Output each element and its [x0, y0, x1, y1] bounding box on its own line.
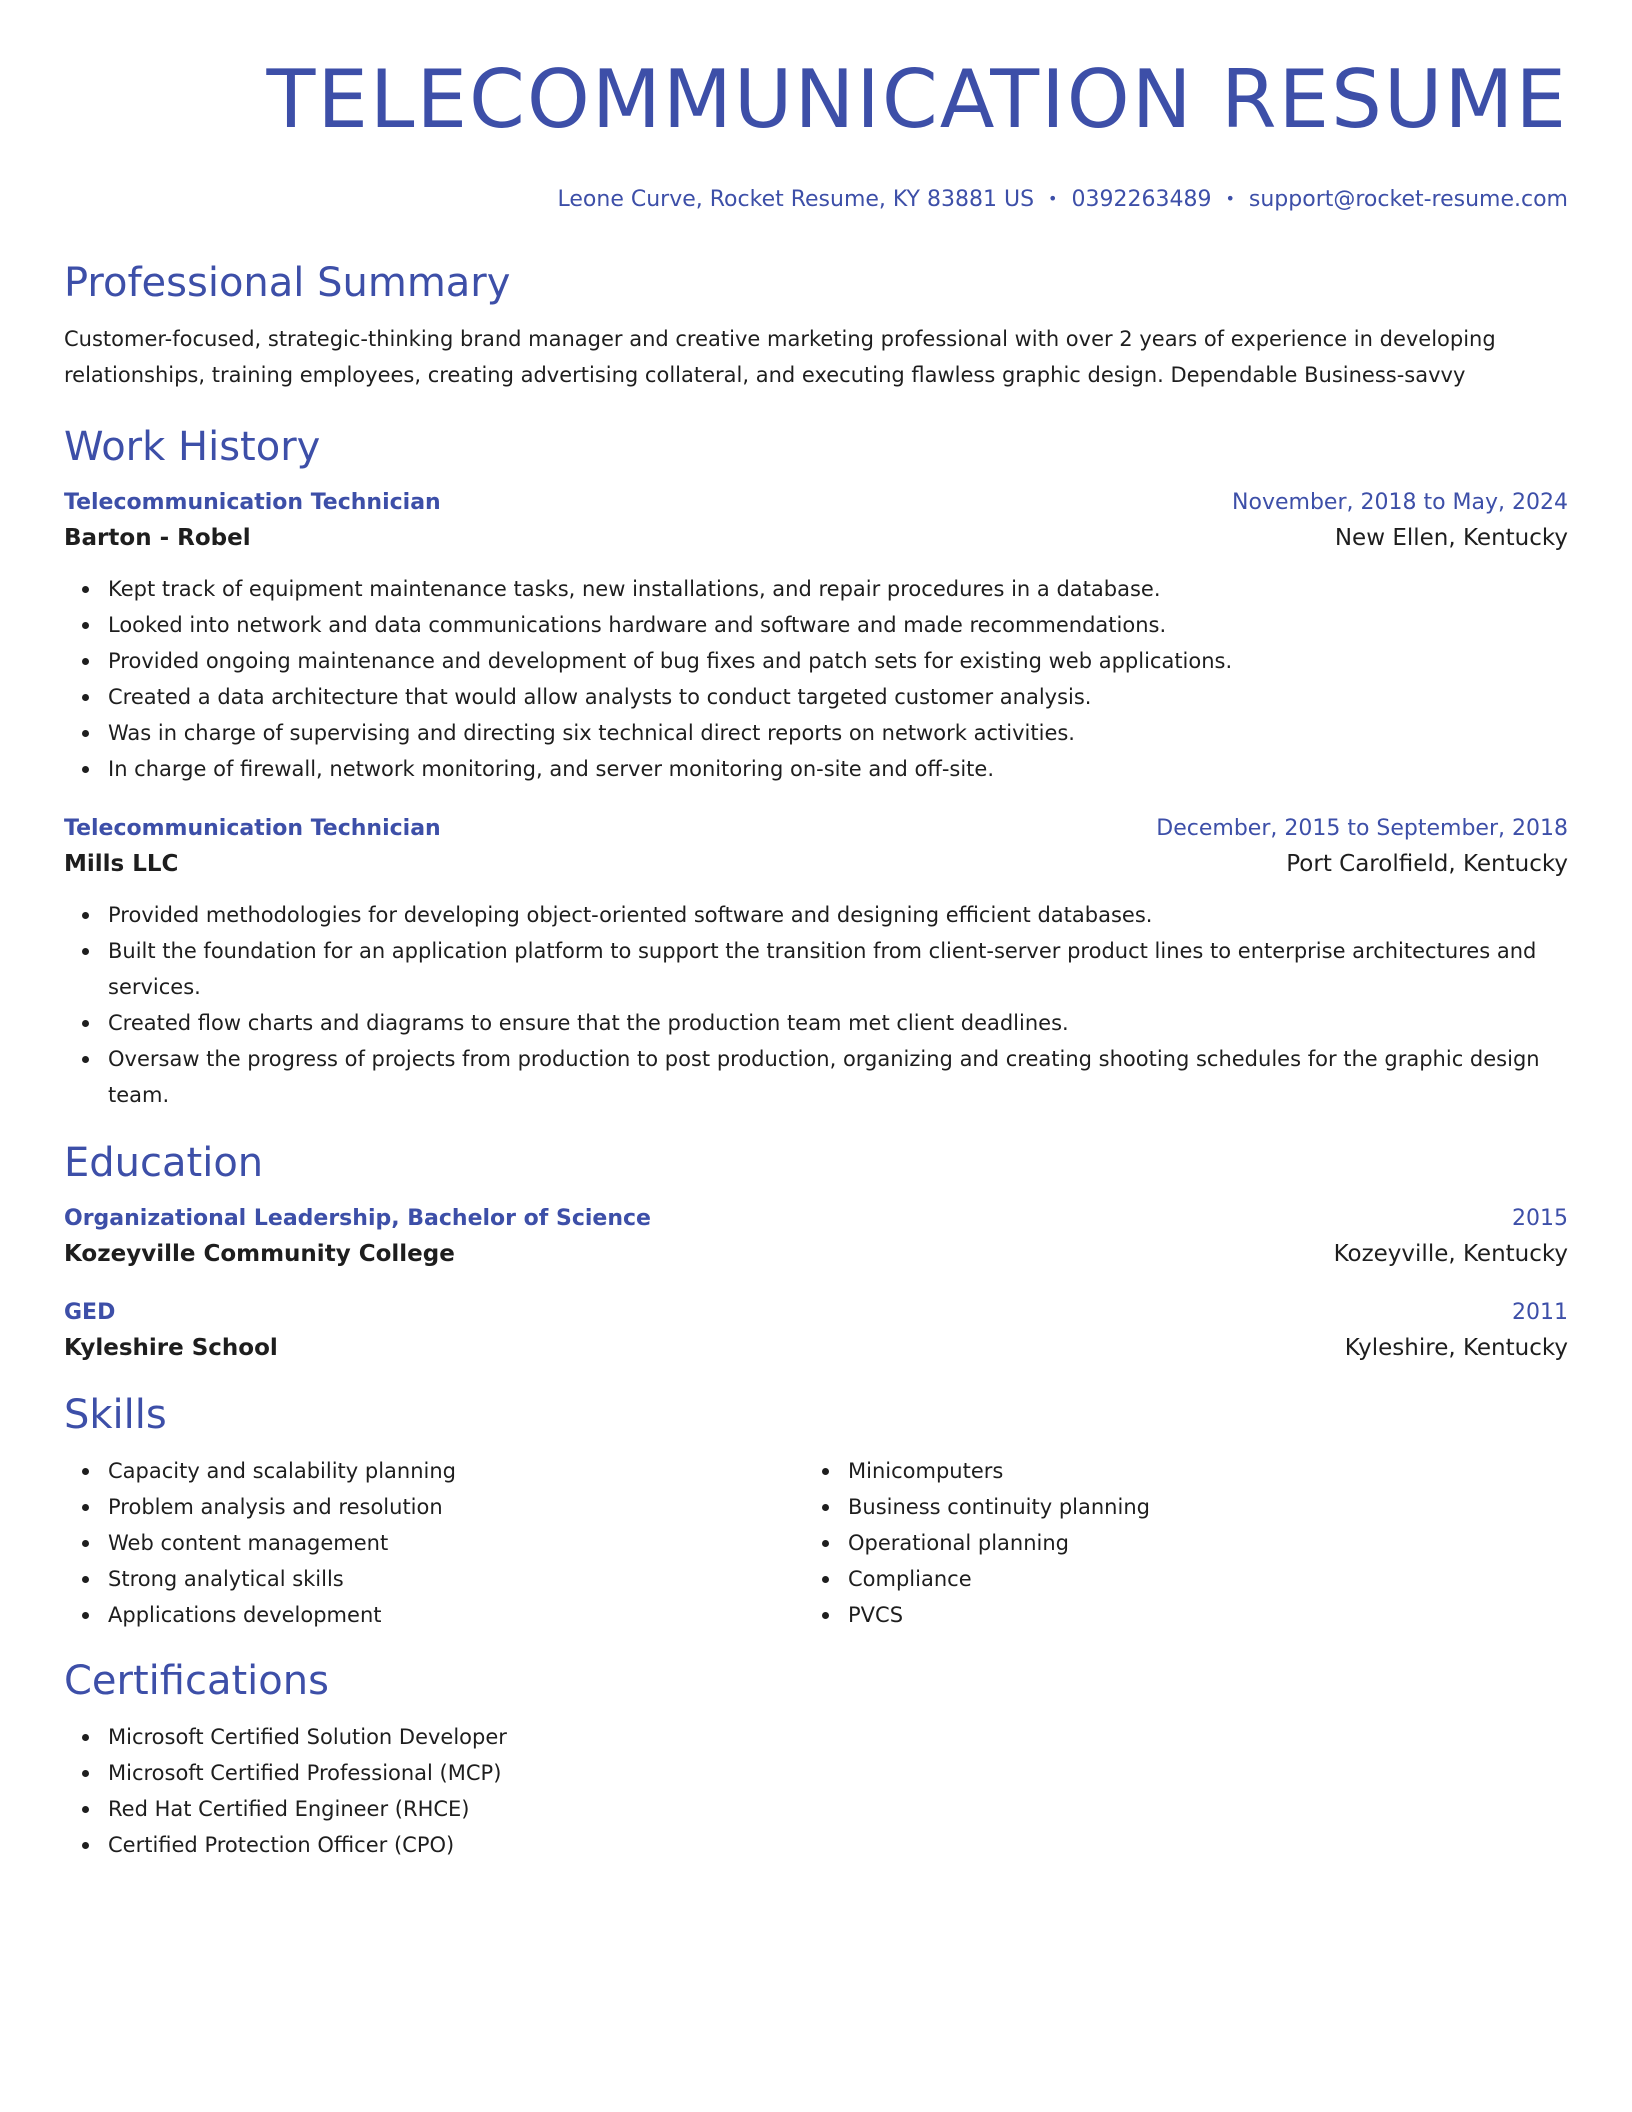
job-entry	[64, 487, 1568, 787]
job-company: Barton - Robel	[64, 525, 251, 551]
skill-item: Strong analytical skills	[108, 1561, 804, 1597]
job-bullet: Created a data architecture that would allow analysts to conduct targeted customer analysis.	[108, 679, 1568, 715]
education-entry	[64, 1297, 1568, 1367]
skill-item: PVCS	[848, 1597, 1544, 1633]
contact-separator: •	[1225, 189, 1235, 208]
resume-title: TELECOMMUNICATION RESUME	[266, 53, 1568, 146]
job-bullet: Created flow charts and diagrams to ensure that the production team met client deadlines.	[108, 1005, 1568, 1041]
contact-phone: 0392263489	[1071, 187, 1212, 212]
job-title: Telecommunication Technician	[64, 816, 441, 841]
skill-item: Web content management	[108, 1525, 804, 1561]
contact-email[interactable]: support@rocket-resume.com	[1248, 187, 1568, 212]
skill-item: Operational planning	[848, 1525, 1544, 1561]
job-bullet: Built the foundation for an application platform to support the transition from client-server product lines to enterprise architectures and services.	[108, 933, 1568, 1005]
job-dates: November, 2018 to May, 2024	[1232, 490, 1568, 515]
skill-item: Problem analysis and resolution	[108, 1489, 804, 1525]
job-location: New Ellen, Kentucky	[1334, 525, 1568, 551]
contact-address: Leone Curve, Rocket Resume, KY 83881 US	[557, 187, 1035, 212]
skill-item: Compliance	[848, 1561, 1544, 1597]
job-bullet: Provided ongoing maintenance and development of bug fixes and patch sets for existing web applications.	[108, 643, 1568, 679]
skill-item: Applications development	[108, 1597, 804, 1633]
contact-separator: •	[1048, 189, 1058, 208]
job-location: Port Carolfield, Kentucky	[1286, 851, 1568, 877]
education-degree: Organizational Leadership, Bachelor of Science	[64, 1206, 651, 1231]
skills-heading: Skills	[64, 1392, 167, 1438]
education-year: 2015	[1512, 1206, 1568, 1231]
education-location: Kozeyville, Kentucky	[1333, 1241, 1568, 1267]
education-heading: Education	[64, 1140, 264, 1186]
certification-item: Microsoft Certified Solution Developer	[108, 1719, 1568, 1755]
education-entry	[64, 1203, 1568, 1273]
job-bullets	[64, 897, 1568, 1113]
education-year: 2011	[1512, 1300, 1568, 1325]
certification-item: Microsoft Certified Professional (MCP)	[108, 1755, 1568, 1791]
contact-line	[64, 184, 1568, 215]
certifications-heading: Certifications	[64, 1658, 329, 1704]
job-bullet: Was in charge of supervising and directing six technical direct reports on network activities.	[108, 715, 1568, 751]
skill-item: Minicomputers	[848, 1453, 1544, 1489]
job-entry	[64, 813, 1568, 1113]
certification-item: Certified Protection Officer (CPO)	[108, 1827, 1568, 1863]
certification-item: Red Hat Certified Engineer (RHCE)	[108, 1791, 1568, 1827]
job-bullet: Oversaw the progress of projects from production to post production, organizing and creating shooting schedules for the graphic design team.	[108, 1041, 1568, 1113]
skills-list	[64, 1453, 804, 1633]
work-history-heading: Work History	[64, 424, 321, 470]
skills-column-left	[64, 1453, 804, 1633]
education-school: Kyleshire School	[64, 1335, 278, 1361]
skills-column-right	[804, 1453, 1544, 1633]
summary-text: Customer-focused, strategic-thinking brand manager and creative marketing professional with over 2 years of experience in developing relationships, training employees, creating advertising collateral, and executing flawless graphic design. Dependable Business-savvy	[64, 327, 1496, 387]
job-bullet: Looked into network and data communications hardware and software and made recommendations.	[108, 607, 1568, 643]
skills-list	[804, 1453, 1544, 1633]
job-company: Mills LLC	[64, 851, 179, 877]
job-bullets	[64, 571, 1568, 787]
job-title: Telecommunication Technician	[64, 490, 441, 515]
education-degree: GED	[64, 1300, 116, 1325]
education-location: Kyleshire, Kentucky	[1344, 1335, 1568, 1361]
job-bullet: Kept track of equipment maintenance tasks, new installations, and repair procedures in a database.	[108, 571, 1568, 607]
summary-heading: Professional Summary	[64, 260, 511, 306]
job-bullet: In charge of firewall, network monitoring, and server monitoring on-site and off-site.	[108, 751, 1568, 787]
job-dates: December, 2015 to September, 2018	[1156, 816, 1568, 841]
job-bullet: Provided methodologies for developing object-oriented software and designing efficient databases.	[108, 897, 1568, 933]
skill-item: Business continuity planning	[848, 1489, 1544, 1525]
certifications-list	[64, 1719, 1568, 1863]
skills-columns	[64, 1453, 1568, 1633]
education-school: Kozeyville Community College	[64, 1241, 455, 1267]
skill-item: Capacity and scalability planning	[108, 1453, 804, 1489]
